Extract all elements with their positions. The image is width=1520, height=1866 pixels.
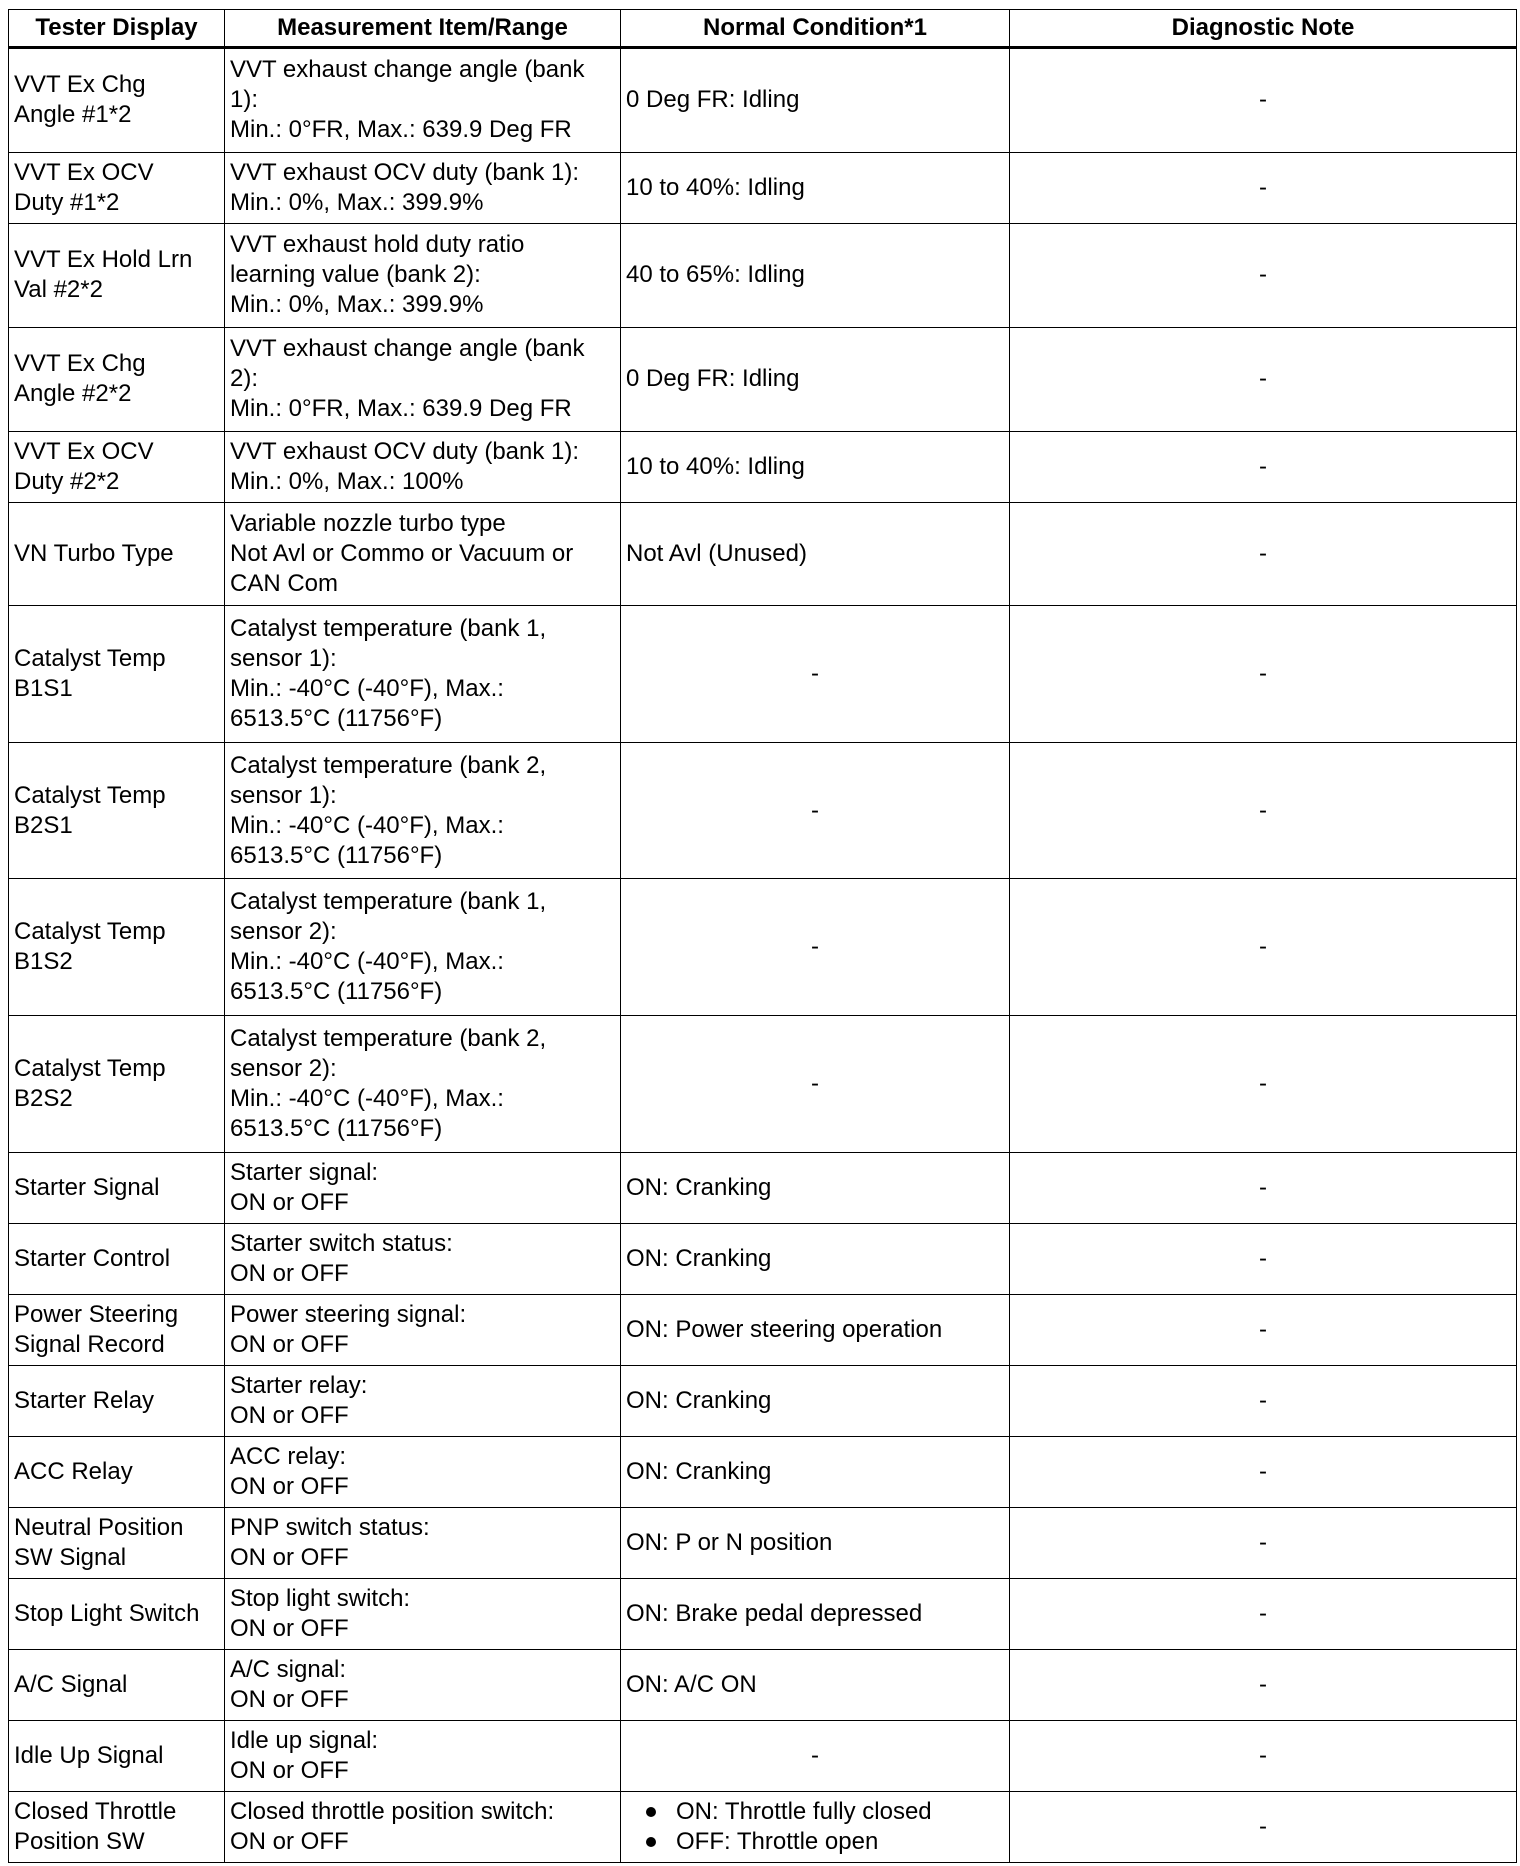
measurement-item-cell-line: ON or OFF [230,1756,349,1784]
tester-display-cell-line: Angle #1*2 [14,101,132,129]
tester-display-cell [9,152,225,223]
measurement-item-cell-line: ON or OFF [230,1259,349,1287]
normal-condition-cell [621,1294,1010,1365]
measurement-item-cell-line: Catalyst temperature (bank 1, [230,888,547,916]
measurement-item-cell-line: CAN Com [230,569,339,597]
normal-condition-cell-line: ON: Cranking [626,1386,772,1414]
measurement-item-cell-line: Starter relay: [230,1371,368,1399]
diagnostic-note-cell: - [1010,742,1517,879]
normal-condition-cell-line: ON: Power steering operation [626,1315,943,1343]
measurement-item-cell-line: Catalyst temperature (bank 2, [230,1024,547,1052]
normal-condition-cell-line: - [811,1069,819,1097]
normal-condition-cell-line: - [811,796,819,824]
tester-display-cell-line: ACC Relay [14,1457,133,1485]
normal-condition-cell [621,502,1010,606]
tester-display-cell-line: VVT Ex Chg [14,71,146,99]
table-row [9,1578,1517,1649]
tester-display-cell-line: VVT Ex OCV [14,437,154,465]
measurement-item-cell-line: ON or OFF [230,1401,349,1429]
table-row [9,223,1517,327]
tester-display-cell [9,223,225,327]
tester-display-cell [9,1436,225,1507]
measurement-item-cell [225,1720,621,1791]
measurement-item-cell-line: Variable nozzle turbo type [230,509,506,537]
tester-display-cell-line: Power Steering [14,1300,179,1328]
measurement-item-cell-line: Catalyst temperature (bank 1, [230,615,547,643]
tester-display-cell-line: Val #2*2 [14,276,103,304]
measurement-item-cell-line: Min.: -40°C (-40°F), Max.: [230,675,504,703]
measurement-item-cell-line: Power steering signal: [230,1300,467,1328]
normal-condition-cell [621,48,1010,153]
measurement-item-cell [225,1365,621,1436]
normal-condition-cell-line: 0 Deg FR: Idling [626,86,800,114]
measurement-item-cell [225,1016,621,1153]
normal-condition-cell [621,1720,1010,1791]
measurement-item-cell-line: 2): [230,365,259,393]
tester-display-cell-line: Duty #2*2 [14,467,120,495]
measurement-item-cell [225,48,621,153]
header-normal-condition: Normal Condition*1 [621,10,1010,48]
tester-display-cell [9,48,225,153]
diagnostic-note-cell: - [1010,431,1517,502]
diagnostic-note-cell: - [1010,48,1517,153]
diagnostic-note-cell: - [1010,223,1517,327]
measurement-item-cell-line: learning value (bank 2): [230,261,481,289]
tester-display-cell [9,1223,225,1294]
normal-condition-cell-line: - [811,1741,819,1769]
tester-display-cell-line: Closed Throttle [14,1797,177,1825]
measurement-item-cell [225,152,621,223]
normal-condition-cell-line: ON: A/C ON [626,1670,757,1698]
measurement-item-cell-line: Min.: 0%, Max.: 100% [230,467,464,495]
measurement-item-cell [225,879,621,1016]
tester-display-cell-line: B2S1 [14,811,73,839]
table-row [9,1294,1517,1365]
diagnostic-note-cell: - [1010,1436,1517,1507]
measurement-item-cell-line: Starter signal: [230,1158,379,1186]
tester-display-cell-line: Catalyst Temp [14,918,166,946]
tester-display-cell [9,1507,225,1578]
tester-display-cell [9,1578,225,1649]
normal-condition-cell-line: ON: P or N position [626,1528,833,1556]
table-row [9,327,1517,431]
table-header-row [9,10,1517,48]
tester-display-cell-line: Starter Control [14,1244,171,1272]
measurement-item-cell-line: ON or OFF [230,1614,349,1642]
tester-display-cell [9,879,225,1016]
normal-condition-cell [621,431,1010,502]
measurement-item-cell-line: sensor 1): [230,645,337,673]
measurement-item-cell-line: ON or OFF [230,1543,349,1571]
table-row [9,1507,1517,1578]
tester-display-cell [9,1649,225,1720]
condition-bullet-item: ON: Throttle fully closed [640,1797,1004,1827]
data-list-table [8,9,1517,1863]
table-row [9,1649,1517,1720]
diagnostic-note-cell: - [1010,1152,1517,1223]
diagnostic-note-cell: - [1010,152,1517,223]
measurement-item-cell-line: Min.: -40°C (-40°F), Max.: [230,811,504,839]
measurement-item-cell [225,1649,621,1720]
tester-display-cell-line: Catalyst Temp [14,645,166,673]
measurement-item-cell-line: Not Avl or Commo or Vacuum or [230,539,574,567]
measurement-item-cell-line: Closed throttle position switch: [230,1797,555,1825]
table-row [9,48,1517,153]
measurement-item-cell [225,327,621,431]
diagnostic-note-cell: - [1010,1223,1517,1294]
tester-display-cell-line: VN Turbo Type [14,539,174,567]
measurement-item-cell-line: Stop light switch: [230,1584,411,1612]
normal-condition-cell-line: ON: Brake pedal depressed [626,1599,923,1627]
measurement-item-cell-line: 6513.5°C (11756°F) [230,1114,443,1142]
measurement-item-cell [225,1507,621,1578]
tester-display-cell-line: Duty #1*2 [14,188,120,216]
tester-display-cell-line: A/C Signal [14,1670,128,1698]
table-row [9,879,1517,1016]
header-measurement-item: Measurement Item/Range [225,10,621,48]
tester-display-cell-line: Catalyst Temp [14,1054,166,1082]
table-body [9,48,1517,1863]
tester-display-cell-line: B1S1 [14,675,73,703]
table-row [9,1223,1517,1294]
normal-condition-cell [621,223,1010,327]
tester-display-cell-line: SW Signal [14,1543,127,1571]
measurement-item-cell [225,1223,621,1294]
table-row [9,1791,1517,1862]
tester-display-cell [9,1294,225,1365]
tester-display-cell-line: Signal Record [14,1330,165,1358]
measurement-item-cell-line: VVT exhaust OCV duty (bank 1): [230,158,580,186]
tester-display-cell-line: VVT Ex Chg [14,350,146,378]
measurement-item-cell [225,742,621,879]
tester-display-cell [9,502,225,606]
tester-display-cell [9,1016,225,1153]
tester-display-cell-line: Catalyst Temp [14,781,166,809]
normal-condition-cell [621,606,1010,743]
tester-display-cell-line: B2S2 [14,1084,73,1112]
measurement-item-cell-line: VVT exhaust change angle (bank [230,56,585,84]
tester-display-cell-line: Starter Signal [14,1173,160,1201]
normal-condition-cell [621,1791,1010,1862]
tester-display-cell-line: Starter Relay [14,1386,155,1414]
normal-condition-cell-line: ON: Cranking [626,1244,772,1272]
table-row [9,502,1517,606]
normal-condition-cell-line: - [811,660,819,688]
tester-display-cell [9,606,225,743]
diagnostic-note-cell: - [1010,1016,1517,1153]
tester-display-cell [9,1791,225,1862]
normal-condition-cell [621,1436,1010,1507]
measurement-item-cell-line: Min.: 0%, Max.: 399.9% [230,291,484,319]
condition-bullet-item: OFF: Throttle open [640,1827,1004,1857]
measurement-item-cell-line: 1): [230,86,259,114]
measurement-item-cell-line: A/C signal: [230,1655,347,1683]
normal-condition-cell-line: 10 to 40%: Idling [626,452,805,480]
normal-condition-cell [621,1507,1010,1578]
tester-display-cell [9,742,225,879]
normal-condition-cell [621,327,1010,431]
table-row [9,1436,1517,1507]
tester-display-cell-line: VVT Ex OCV [14,158,154,186]
table-row [9,152,1517,223]
table-row [9,1365,1517,1436]
measurement-item-cell-line: ON or OFF [230,1472,349,1500]
measurement-item-cell-line: ON or OFF [230,1685,349,1713]
measurement-item-cell-line: Min.: -40°C (-40°F), Max.: [230,1084,504,1112]
tester-display-cell [9,1720,225,1791]
diagnostic-note-cell: - [1010,1720,1517,1791]
tester-display-cell [9,1152,225,1223]
normal-condition-cell [621,1578,1010,1649]
measurement-item-cell-line: sensor 1): [230,781,337,809]
table-row [9,742,1517,879]
measurement-item-cell [225,502,621,606]
tester-display-cell-line: Position SW [14,1827,145,1855]
tester-display-cell [9,327,225,431]
diagnostic-note-cell: - [1010,606,1517,743]
table-row [9,431,1517,502]
measurement-item-cell [225,1578,621,1649]
diagnostic-note-cell: - [1010,1507,1517,1578]
header-diagnostic-note: Diagnostic Note [1010,10,1517,48]
tester-display-cell-line: Neutral Position [14,1513,184,1541]
measurement-item-cell-line: 6513.5°C (11756°F) [230,705,443,733]
measurement-item-cell-line: 6513.5°C (11756°F) [230,841,443,869]
measurement-item-cell-line: ON or OFF [230,1827,349,1855]
measurement-item-cell-line: VVT exhaust change angle (bank [230,335,585,363]
measurement-item-cell [225,1152,621,1223]
diagnostic-note-cell: - [1010,1791,1517,1862]
measurement-item-cell-line: Min.: 0%, Max.: 399.9% [230,188,484,216]
normal-condition-cell [621,742,1010,879]
normal-condition-cell-line: Not Avl (Unused) [626,539,807,567]
tester-display-cell-line: VVT Ex Hold Lrn [14,246,193,274]
measurement-item-cell [225,1294,621,1365]
normal-condition-cell-line: ON: Cranking [626,1173,772,1201]
normal-condition-cell-line: ON: Cranking [626,1457,772,1485]
normal-condition-cell [621,1223,1010,1294]
measurement-item-cell-line: sensor 2): [230,1054,337,1082]
measurement-item-cell [225,1791,621,1862]
measurement-item-cell-line: Min.: 0°FR, Max.: 639.9 Deg FR [230,116,572,144]
measurement-item-cell-line: Min.: -40°C (-40°F), Max.: [230,948,504,976]
table-row [9,1720,1517,1791]
measurement-item-cell-line: 6513.5°C (11756°F) [230,978,443,1006]
tester-display-cell-line: Angle #2*2 [14,380,132,408]
measurement-item-cell-line: ON or OFF [230,1330,349,1358]
normal-condition-cell-line: 0 Deg FR: Idling [626,365,800,393]
normal-condition-cell [621,879,1010,1016]
tester-display-cell-line: Stop Light Switch [14,1599,200,1627]
table-row [9,606,1517,743]
measurement-item-cell-line: ON or OFF [230,1188,349,1216]
normal-condition-cell [621,1365,1010,1436]
diagnostic-note-cell: - [1010,879,1517,1016]
measurement-item-cell [225,431,621,502]
measurement-item-cell-line: VVT exhaust hold duty ratio [230,231,525,259]
table-row [9,1016,1517,1153]
tester-display-cell-line: B1S2 [14,948,73,976]
diagnostic-note-cell: - [1010,1365,1517,1436]
condition-bullet-list [626,1797,1004,1857]
measurement-item-cell [225,1436,621,1507]
measurement-item-cell-line: Idle up signal: [230,1726,379,1754]
measurement-item-cell [225,223,621,327]
normal-condition-cell-line: 40 to 65%: Idling [626,261,805,289]
measurement-item-cell-line: Starter switch status: [230,1229,453,1257]
normal-condition-cell [621,1016,1010,1153]
diagnostic-note-cell: - [1010,502,1517,606]
normal-condition-cell [621,1649,1010,1720]
measurement-item-cell-line: sensor 2): [230,918,337,946]
diagnostic-note-cell: - [1010,1294,1517,1365]
diagnostic-note-cell: - [1010,327,1517,431]
diagnostic-note-cell: - [1010,1578,1517,1649]
tester-display-cell-line: Idle Up Signal [14,1741,164,1769]
table-row [9,1152,1517,1223]
measurement-item-cell-line: PNP switch status: [230,1513,430,1541]
diagnostic-note-cell: - [1010,1649,1517,1720]
normal-condition-cell [621,1152,1010,1223]
tester-display-cell [9,1365,225,1436]
tester-display-cell [9,431,225,502]
measurement-item-cell-line: VVT exhaust OCV duty (bank 1): [230,437,580,465]
measurement-item-cell-line: Min.: 0°FR, Max.: 639.9 Deg FR [230,395,572,423]
normal-condition-cell-line: 10 to 40%: Idling [626,173,805,201]
normal-condition-cell [621,152,1010,223]
measurement-item-cell [225,606,621,743]
measurement-item-cell-line: ACC relay: [230,1442,347,1470]
header-tester-display: Tester Display [9,10,225,48]
normal-condition-cell-line: - [811,933,819,961]
measurement-item-cell-line: Catalyst temperature (bank 2, [230,751,547,779]
